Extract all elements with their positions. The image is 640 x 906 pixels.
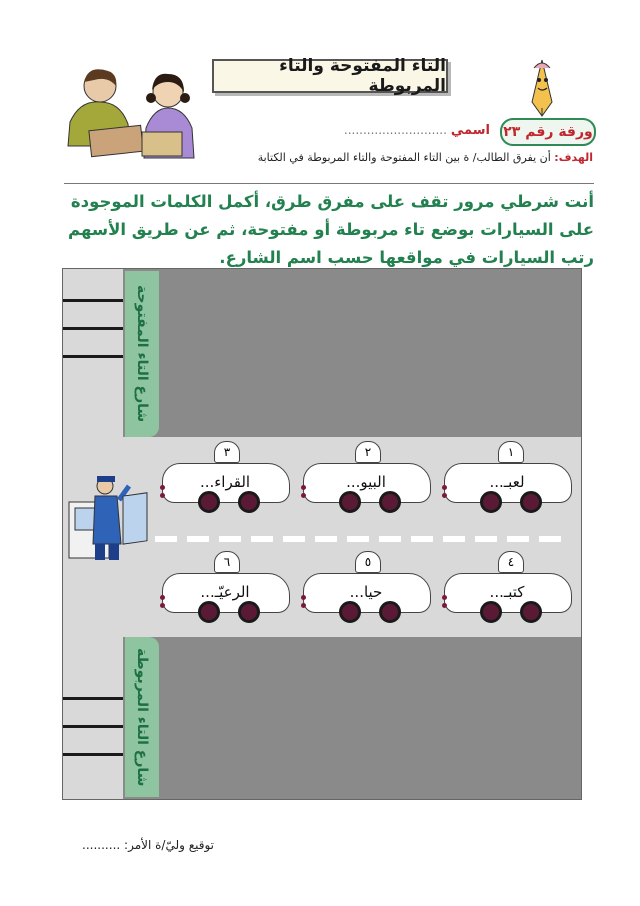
car-word: البيو... [346,473,386,491]
lane-dash [251,536,273,542]
crosswalk-stripe [63,697,123,700]
crosswalk-stripe [63,753,123,756]
signature-dots: .......... [82,838,121,852]
name-label: اسمي [450,122,490,138]
intersection-map [62,268,582,800]
name-field[interactable] [240,120,490,140]
car-wheel [480,491,502,513]
car-word: القراء... [199,473,251,491]
crosswalk-stripe [63,355,123,358]
car-wheel [339,491,361,513]
car-wheel [198,491,220,513]
divider [64,183,594,184]
car-wheel [480,601,502,623]
crosswalk-stripe [63,725,123,728]
car-number: ٤ [498,551,524,573]
car-wheel [339,601,361,623]
goal-text: أن يفرق الطالب/ ة بين التاء المفتوحة والتاء المربوطة في الكتابة [257,151,551,164]
car-number: ٥ [355,551,381,573]
instructions-text: أنت شرطي مرور تقف على مفرق طرق، أكمل الكلمات الموجودة على السيارات بوضع تاء مربوطة أو مفتوحة، ثم عن طريق الأسهم رتب السيارات في مواقعها حسب اسم الشارع. [68,192,594,267]
car-number: ٦ [214,551,240,573]
name-dots: ........................... [343,123,447,137]
car-wheel [520,601,542,623]
lane-dash [507,536,529,542]
car-wheel [198,601,220,623]
students-illustration [60,62,208,162]
lane-dash [475,536,497,542]
worksheet-title: التاء المفتوحة والتاء المربوطة [212,59,448,93]
goal-label: الهدف: [554,151,593,164]
lane-dash [315,536,337,542]
street-open-taa-label: شارع التاء المفتوحة [134,285,150,423]
car-number: ٣ [214,441,240,463]
lane-dash [443,536,465,542]
car-1[interactable] [444,445,570,519]
car-4[interactable] [444,555,570,629]
sheet-number-badge: ورقة رقم ٢٣ [500,118,596,146]
car-word: الرعيّـ... [200,583,250,601]
car-3[interactable] [162,445,288,519]
lane-dash [155,536,177,542]
car-word: لعبـ... [489,473,525,491]
car-wheel [379,601,401,623]
street-closed-taa[interactable] [125,637,159,797]
lane-dash [379,536,401,542]
signature-label: توقيع وليّ/ة الأمر: [124,838,214,852]
car-wheel [520,491,542,513]
crosswalk-stripe [63,327,123,330]
street-open-taa[interactable] [125,271,159,437]
crosswalk-stripe [63,299,123,302]
signature-line[interactable] [64,838,214,852]
car-wheel [379,491,401,513]
lane-dash [187,536,209,542]
car-6[interactable] [162,555,288,629]
car-number: ١ [498,441,524,463]
car-wheel [238,491,260,513]
lane-dash [539,536,561,542]
goal-line [257,151,593,164]
car-number: ٢ [355,441,381,463]
lane-dash [283,536,305,542]
lane-dash [411,536,433,542]
car-2[interactable] [303,445,429,519]
lane-dash [347,536,369,542]
car-word: كتبـ... [489,583,525,601]
car-word: حيا... [349,583,383,601]
traffic-police-icon [67,474,153,564]
car-wheel [238,601,260,623]
car-5[interactable] [303,555,429,629]
street-closed-taa-label: شارع التاء المربوطة [134,647,150,787]
lane-dash [219,536,241,542]
pencil-mascot-icon [522,58,562,118]
